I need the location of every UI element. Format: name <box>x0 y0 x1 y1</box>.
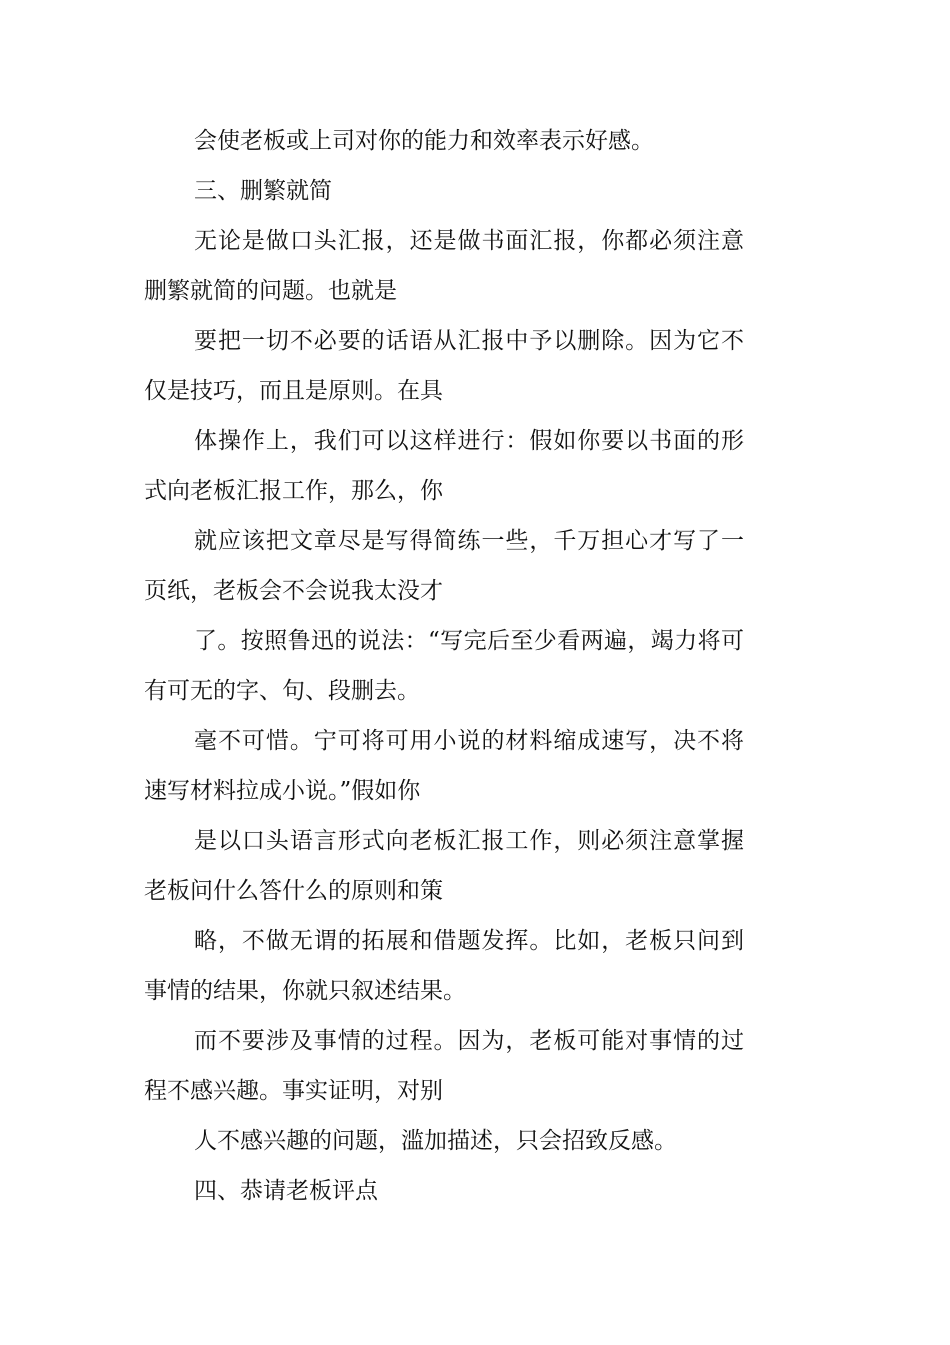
section-heading: 三、删繁就简 <box>194 178 332 204</box>
paragraph: 了。按照鲁迅的说法：“写完后至少看两遍，竭力将可有可无的字、句、段删去。 <box>144 628 744 704</box>
paragraph: 体操作上，我们可以这样进行：假如你要以书面的形式向老板汇报工作，那么，你 <box>144 428 744 504</box>
paragraph: 就应该把文章尽是写得简练一些，千万担心才写了一页纸，老板会不会说我太没才 <box>144 528 744 604</box>
section-heading: 四、恭请老板评点 <box>194 1178 378 1204</box>
document-body <box>144 116 744 1216</box>
paragraph: 而不要涉及事情的过程。因为，老板可能对事情的过程不感兴趣。事实证明，对别 <box>144 1028 744 1104</box>
paragraph: 毫不可惜。宁可将可用小说的材料缩成速写，决不将速写材料拉成小说。”假如你 <box>144 728 744 804</box>
paragraph: 人不感兴趣的问题，滥加描述，只会招致反感。 <box>194 1128 677 1154</box>
paragraph: 会使老板或上司对你的能力和效率表示好感。 <box>194 128 654 154</box>
paragraph: 是以口头语言形式向老板汇报工作，则必须注意掌握老板问什么答什么的原则和策 <box>144 828 744 904</box>
paragraph: 略，不做无谓的拓展和借题发挥。比如，老板只问到事情的结果，你就只叙述结果。 <box>144 928 744 1004</box>
paragraph: 要把一切不必要的话语从汇报中予以删除。因为它不仅是技巧，而且是原则。在具 <box>144 328 744 404</box>
paragraph: 无论是做口头汇报，还是做书面汇报，你都必须注意删繁就简的问题。也就是 <box>144 228 744 304</box>
